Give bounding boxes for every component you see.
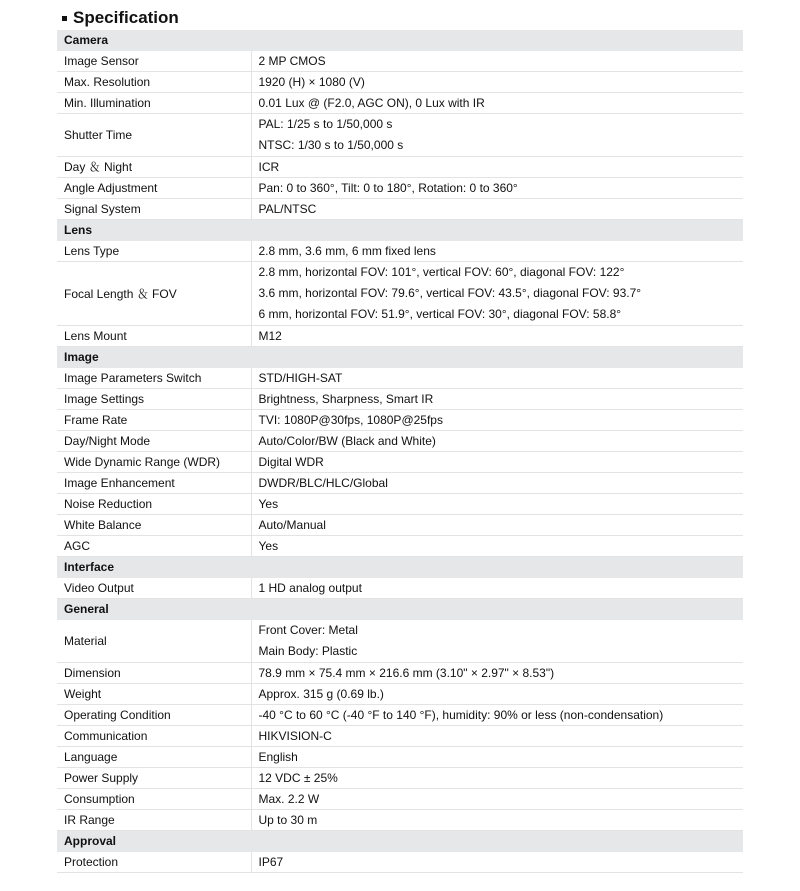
spec-row-day-night-mode bbox=[57, 431, 743, 452]
spec-label: Protection bbox=[57, 852, 251, 873]
section-header-lens bbox=[57, 220, 743, 241]
spec-value: 1920 (H) × 1080 (V) bbox=[251, 72, 743, 93]
spec-label: Image Sensor bbox=[57, 51, 251, 72]
spec-row-white-balance bbox=[57, 515, 743, 536]
spec-label: Language bbox=[57, 747, 251, 768]
section-header-image bbox=[57, 347, 743, 368]
spec-value-line: 3.6 mm, horizontal FOV: 79.6°, vertical FOV: 43.5°, diagonal FOV: 93.7° bbox=[258, 286, 642, 300]
spec-label: Consumption bbox=[57, 789, 251, 810]
section-header-camera bbox=[57, 30, 743, 51]
spec-value: Yes bbox=[251, 494, 743, 515]
spec-row-consumption bbox=[57, 789, 743, 810]
spec-value: Up to 30 m bbox=[251, 810, 743, 831]
spec-row-power-supply bbox=[57, 768, 743, 789]
specification-table bbox=[57, 30, 743, 873]
spec-label: Noise Reduction bbox=[57, 494, 251, 515]
spec-value-multiline bbox=[251, 114, 743, 157]
spec-row-day-night bbox=[57, 157, 743, 178]
spec-value: IP67 bbox=[251, 852, 743, 873]
spec-row-operating-condition bbox=[57, 705, 743, 726]
spec-value-line: PAL: 1/25 s to 1/50,000 s bbox=[258, 117, 393, 131]
section-title: General bbox=[57, 599, 743, 620]
spec-label: Lens Mount bbox=[57, 326, 251, 347]
spec-value: 2.8 mm, 3.6 mm, 6 mm fixed lens bbox=[251, 241, 743, 262]
spec-label: Day ＆ Night bbox=[57, 157, 251, 178]
spec-row-protection bbox=[57, 852, 743, 873]
spec-label: Focal Length ＆ FOV bbox=[57, 262, 251, 326]
spec-value: 1 HD analog output bbox=[251, 578, 743, 599]
spec-label: Frame Rate bbox=[57, 410, 251, 431]
spec-label: Lens Type bbox=[57, 241, 251, 262]
spec-row-angle-adjustment bbox=[57, 178, 743, 199]
spec-label: Wide Dynamic Range (WDR) bbox=[57, 452, 251, 473]
spec-value: Pan: 0 to 360°, Tilt: 0 to 180°, Rotation: 0 to 360° bbox=[251, 178, 743, 199]
spec-label: Image Settings bbox=[57, 389, 251, 410]
spec-row-language bbox=[57, 747, 743, 768]
spec-value: ICR bbox=[251, 157, 743, 178]
spec-row-agc bbox=[57, 536, 743, 557]
spec-value: Brightness, Sharpness, Smart IR bbox=[251, 389, 743, 410]
section-title: Approval bbox=[57, 831, 743, 852]
spec-value-line: NTSC: 1/30 s to 1/50,000 s bbox=[258, 138, 404, 152]
spec-row-dimension bbox=[57, 663, 743, 684]
spec-value: 2 MP CMOS bbox=[251, 51, 743, 72]
spec-label: Communication bbox=[57, 726, 251, 747]
spec-label: Operating Condition bbox=[57, 705, 251, 726]
spec-value: Approx. 315 g (0.69 lb.) bbox=[251, 684, 743, 705]
spec-row-ir-range bbox=[57, 810, 743, 831]
spec-row-image-settings bbox=[57, 389, 743, 410]
spec-label: Power Supply bbox=[57, 768, 251, 789]
spec-value: 78.9 mm × 75.4 mm × 216.6 mm (3.10" × 2.97" × 8.53") bbox=[251, 663, 743, 684]
section-header-general bbox=[57, 599, 743, 620]
spec-row-lens-mount bbox=[57, 326, 743, 347]
spec-row-noise-reduction bbox=[57, 494, 743, 515]
spec-value: Yes bbox=[251, 536, 743, 557]
spec-value-multiline bbox=[251, 620, 743, 663]
spec-row-communication bbox=[57, 726, 743, 747]
spec-label: Image Enhancement bbox=[57, 473, 251, 494]
section-title: Camera bbox=[57, 30, 743, 51]
spec-value: Auto/Color/BW (Black and White) bbox=[251, 431, 743, 452]
spec-row-image-enhancement bbox=[57, 473, 743, 494]
spec-value: M12 bbox=[251, 326, 743, 347]
spec-value: HIKVISION-C bbox=[251, 726, 743, 747]
square-bullet-icon bbox=[62, 16, 67, 21]
spec-value-line: Main Body: Plastic bbox=[258, 644, 358, 658]
spec-label: IR Range bbox=[57, 810, 251, 831]
spec-row-max-resolution bbox=[57, 72, 743, 93]
spec-label: Max. Resolution bbox=[57, 72, 251, 93]
spec-label: Weight bbox=[57, 684, 251, 705]
spec-label: Video Output bbox=[57, 578, 251, 599]
section-title: Lens bbox=[57, 220, 743, 241]
section-title: Interface bbox=[57, 557, 743, 578]
spec-row-focal-length-fov bbox=[57, 262, 743, 326]
section-header-interface bbox=[57, 557, 743, 578]
spec-value: -40 °C to 60 °C (-40 °F to 140 °F), humidity: 90% or less (non-condensation) bbox=[251, 705, 743, 726]
spec-label: Min. Illumination bbox=[57, 93, 251, 114]
section-header-approval bbox=[57, 831, 743, 852]
section-title: Image bbox=[57, 347, 743, 368]
spec-value-line: 6 mm, horizontal FOV: 51.9°, vertical FOV: 30°, diagonal FOV: 58.8° bbox=[258, 307, 622, 321]
spec-label: White Balance bbox=[57, 515, 251, 536]
spec-value: TVI: 1080P@30fps, 1080P@25fps bbox=[251, 410, 743, 431]
spec-label: Material bbox=[57, 620, 251, 663]
spec-value: English bbox=[251, 747, 743, 768]
spec-value-line: 2.8 mm, horizontal FOV: 101°, vertical FOV: 60°, diagonal FOV: 122° bbox=[258, 265, 625, 279]
spec-value-line: Front Cover: Metal bbox=[258, 623, 358, 637]
spec-row-image-sensor bbox=[57, 51, 743, 72]
spec-value-multiline bbox=[251, 262, 743, 326]
spec-value: Digital WDR bbox=[251, 452, 743, 473]
page-title-text: Specification bbox=[73, 8, 179, 27]
spec-row-lens-type bbox=[57, 241, 743, 262]
spec-label: Day/Night Mode bbox=[57, 431, 251, 452]
spec-value: 0.01 Lux @ (F2.0, AGC ON), 0 Lux with IR bbox=[251, 93, 743, 114]
spec-value: STD/HIGH-SAT bbox=[251, 368, 743, 389]
spec-row-min-illumination bbox=[57, 93, 743, 114]
spec-label: Shutter Time bbox=[57, 114, 251, 157]
spec-label: Image Parameters Switch bbox=[57, 368, 251, 389]
spec-row-frame-rate bbox=[57, 410, 743, 431]
spec-value: 12 VDC ± 25% bbox=[251, 768, 743, 789]
spec-row-material bbox=[57, 620, 743, 663]
spec-label: AGC bbox=[57, 536, 251, 557]
spec-row-image-parameters-switch bbox=[57, 368, 743, 389]
spec-row-signal-system bbox=[57, 199, 743, 220]
spec-label: Dimension bbox=[57, 663, 251, 684]
spec-row-wdr bbox=[57, 452, 743, 473]
page-title bbox=[62, 6, 179, 30]
spec-row-shutter-time bbox=[57, 114, 743, 157]
spec-value: Auto/Manual bbox=[251, 515, 743, 536]
spec-label: Angle Adjustment bbox=[57, 178, 251, 199]
spec-value: Max. 2.2 W bbox=[251, 789, 743, 810]
spec-value: PAL/NTSC bbox=[251, 199, 743, 220]
spec-row-video-output bbox=[57, 578, 743, 599]
spec-value: DWDR/BLC/HLC/Global bbox=[251, 473, 743, 494]
spec-row-weight bbox=[57, 684, 743, 705]
spec-label: Signal System bbox=[57, 199, 251, 220]
